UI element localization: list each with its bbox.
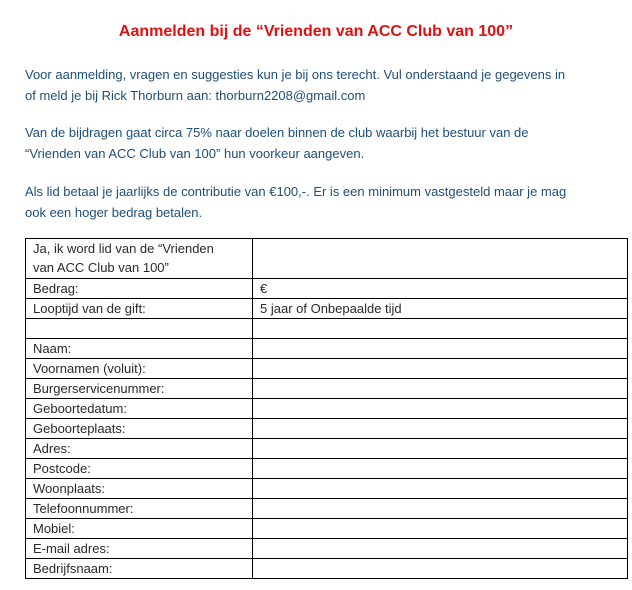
table-row	[26, 339, 628, 359]
spacer-cell	[253, 319, 628, 339]
table-row	[26, 359, 628, 379]
table-row	[26, 519, 628, 539]
first-names-field[interactable]	[253, 359, 628, 379]
membership-confirmation-line-2: van ACC Club van 100”	[33, 260, 169, 275]
email-field[interactable]	[253, 539, 628, 559]
name-field[interactable]	[253, 339, 628, 359]
document-title: Aanmelden bij de “Vrienden van ACC Club van 100”	[118, 23, 514, 40]
postcode-field[interactable]	[253, 459, 628, 479]
contributions-line-1: Van de bijdragen gaat circa 75% naar doelen binnen de club waarbij het bestuur van de	[25, 125, 529, 140]
table-row	[26, 299, 628, 319]
mobile-field[interactable]	[253, 519, 628, 539]
mobile-label: Mobiel:	[26, 519, 253, 539]
table-row	[26, 559, 628, 579]
membership-line-2: ook een hoger bedrag betalen.	[25, 205, 203, 220]
amount-label: Bedrag:	[26, 279, 253, 299]
membership-confirmation-label	[26, 239, 253, 279]
first-names-label: Voornamen (voluit):	[26, 359, 253, 379]
registration-form-table	[25, 238, 628, 579]
table-row	[26, 439, 628, 459]
company-name-field[interactable]	[253, 559, 628, 579]
intro-line-1: Voor aanmelding, vragen en suggesties kun je bij ons terecht. Vul onderstaand je gegevens in	[25, 67, 566, 82]
intro-line-2: of meld je bij Rick Thorburn aan: thorburn2208@gmail.com	[25, 88, 366, 103]
table-row	[26, 499, 628, 519]
table-row	[26, 279, 628, 299]
table-row	[26, 479, 628, 499]
spacer-cell	[26, 319, 253, 339]
membership-confirmation-field[interactable]	[253, 239, 628, 279]
postcode-label: Postcode:	[26, 459, 253, 479]
table-row	[26, 399, 628, 419]
birth-place-field[interactable]	[253, 419, 628, 439]
bsn-label: Burgerservicenummer:	[26, 379, 253, 399]
intro-paragraph	[25, 64, 627, 106]
birth-date-field[interactable]	[253, 399, 628, 419]
duration-field[interactable]: 5 jaar of Onbepaalde tijd	[253, 299, 628, 319]
address-label: Adres:	[26, 439, 253, 459]
duration-label: Looptijd van de gift:	[26, 299, 253, 319]
table-row	[26, 379, 628, 399]
table-row	[26, 239, 628, 279]
city-label: Woonplaats:	[26, 479, 253, 499]
table-row	[26, 539, 628, 559]
table-row	[26, 459, 628, 479]
email-label: E-mail adres:	[26, 539, 253, 559]
phone-label: Telefoonnummer:	[26, 499, 253, 519]
table-row	[26, 319, 628, 339]
phone-field[interactable]	[253, 499, 628, 519]
contributions-line-2: “Vrienden van ACC Club van 100” hun voorkeur aangeven.	[25, 146, 365, 161]
city-field[interactable]	[253, 479, 628, 499]
membership-confirmation-line-1: Ja, ik word lid van de “Vrienden	[33, 241, 214, 256]
membership-paragraph	[25, 181, 627, 223]
amount-field[interactable]: €	[253, 279, 628, 299]
birth-date-label: Geboortedatum:	[26, 399, 253, 419]
name-label: Naam:	[26, 339, 253, 359]
membership-line-1: Als lid betaal je jaarlijks de contributie van €100,-. Er is een minimum vastgesteld maar je mag	[25, 184, 567, 199]
contributions-paragraph	[25, 122, 627, 164]
bsn-field[interactable]	[253, 379, 628, 399]
birth-place-label: Geboorteplaats:	[26, 419, 253, 439]
address-field[interactable]	[253, 439, 628, 459]
company-name-label: Bedrijfsnaam:	[26, 559, 253, 579]
table-row	[26, 419, 628, 439]
